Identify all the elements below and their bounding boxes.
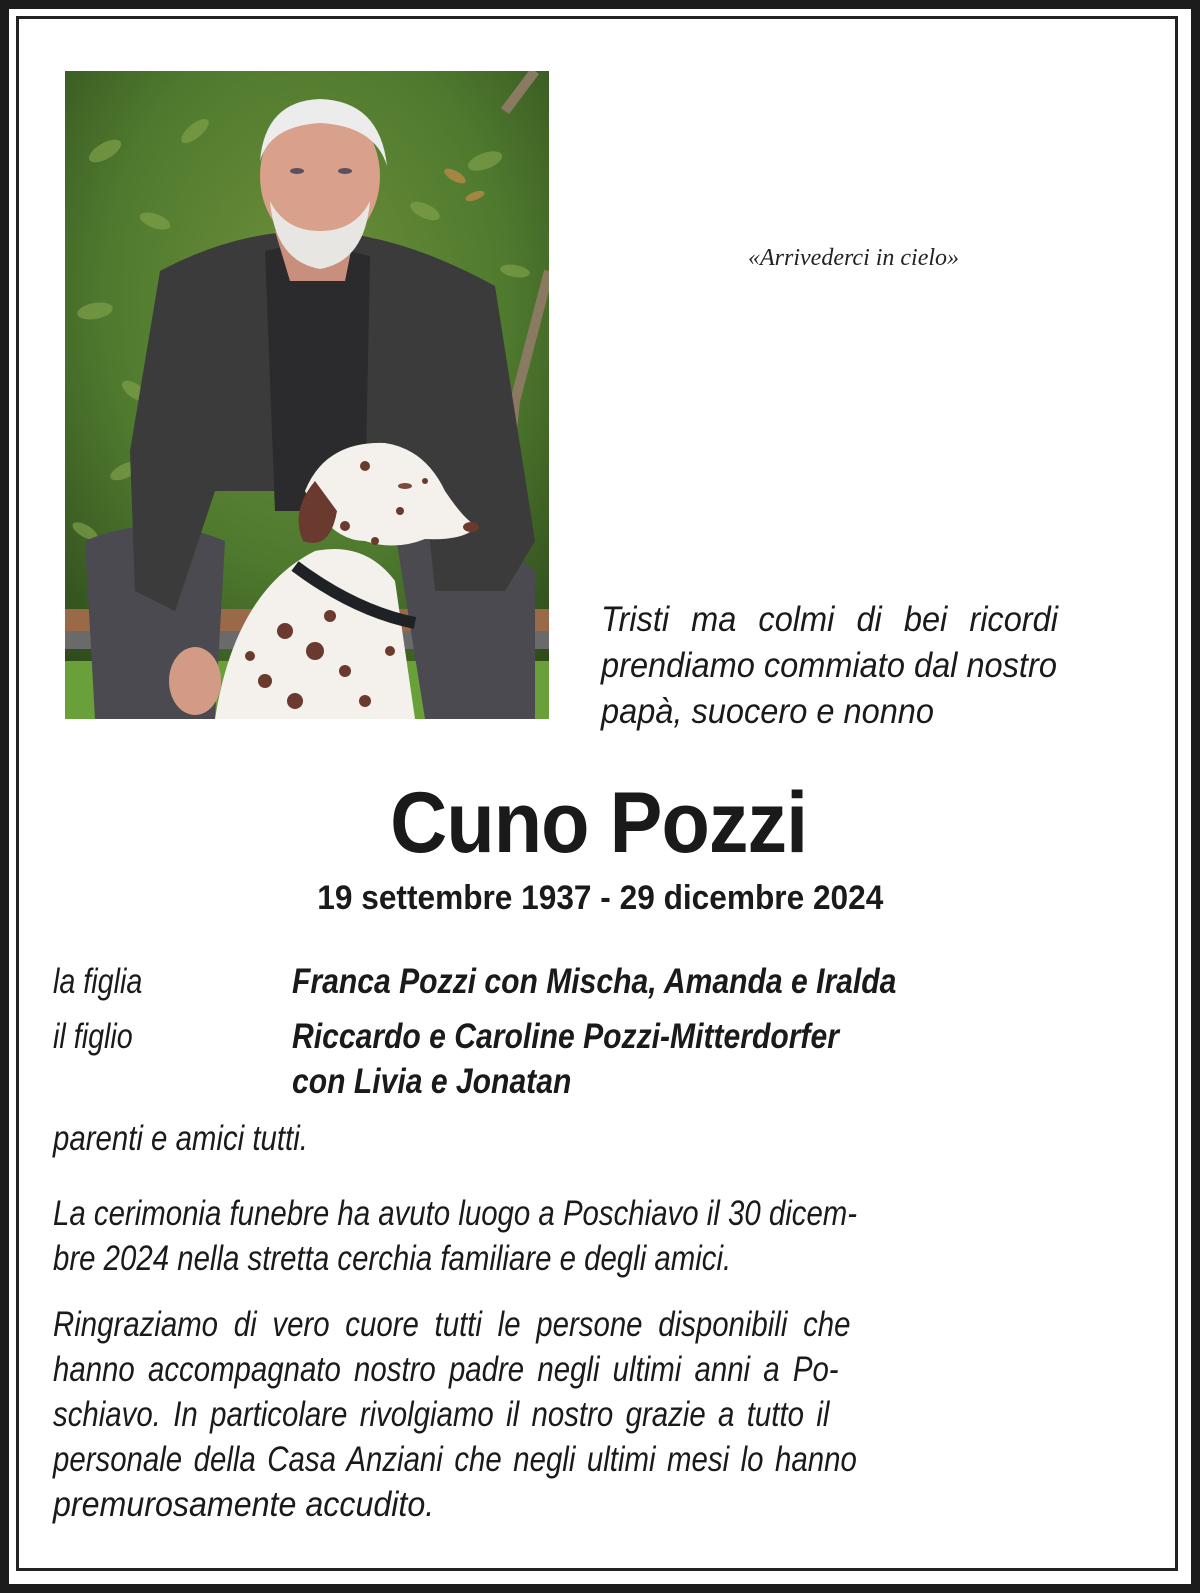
intro-text (601, 597, 1092, 735)
thanks-line: personale della Casa Anziani che negli ultimi mesi lo hanno (53, 1440, 857, 1479)
epitaph-quote: «Arrivederci in cielo» (748, 245, 960, 271)
others-line: parenti e amici tutti. (53, 1119, 308, 1158)
life-dates (19, 879, 1199, 918)
obituary-card (16, 16, 1178, 1571)
mourner-label-daughter: la figlia (53, 962, 143, 1001)
mourner-label-son: il figlio (53, 1017, 133, 1056)
intro-line: papà, suocero e nonno (601, 692, 935, 731)
mourner-son-family: con Livia e Jonatan (292, 1062, 572, 1101)
mourner-son: Riccardo e Caroline Pozzi-Mitterdorfer (292, 1017, 839, 1056)
outer-frame (9, 9, 1191, 1584)
thanks-line: Ringraziamo di vero cuore tutti le persone disponibili che (53, 1305, 851, 1344)
intro-line: prendiamo commiato dal nostro (601, 646, 1057, 685)
ceremony-line: bre 2024 nella stretta cerchia familiare e degli amici. (53, 1239, 732, 1278)
portrait-photo (65, 71, 549, 719)
thanks-line: hanno accompagnato nostro padre negli ultimi anni a Po- (53, 1350, 839, 1389)
deceased-name (19, 774, 1199, 873)
intro-line: Tristi ma colmi di bei ricordi (601, 600, 1058, 639)
thanks-line: premurosamente accudito. (53, 1485, 435, 1524)
ceremony-line: La cerimonia funebre ha avuto luogo a Poschiavo il 30 dicem- (53, 1194, 858, 1233)
deceased-name-text: Cuno Pozzi (390, 775, 808, 871)
thanks-line: schiavo. In particolare rivolgiamo il nostro grazie a tutto il (53, 1395, 830, 1434)
mourner-daughter: Franca Pozzi con Mischa, Amanda e Iralda (292, 962, 897, 1001)
life-dates-text: 19 settembre 1937 - 29 dicembre 2024 (316, 879, 883, 917)
